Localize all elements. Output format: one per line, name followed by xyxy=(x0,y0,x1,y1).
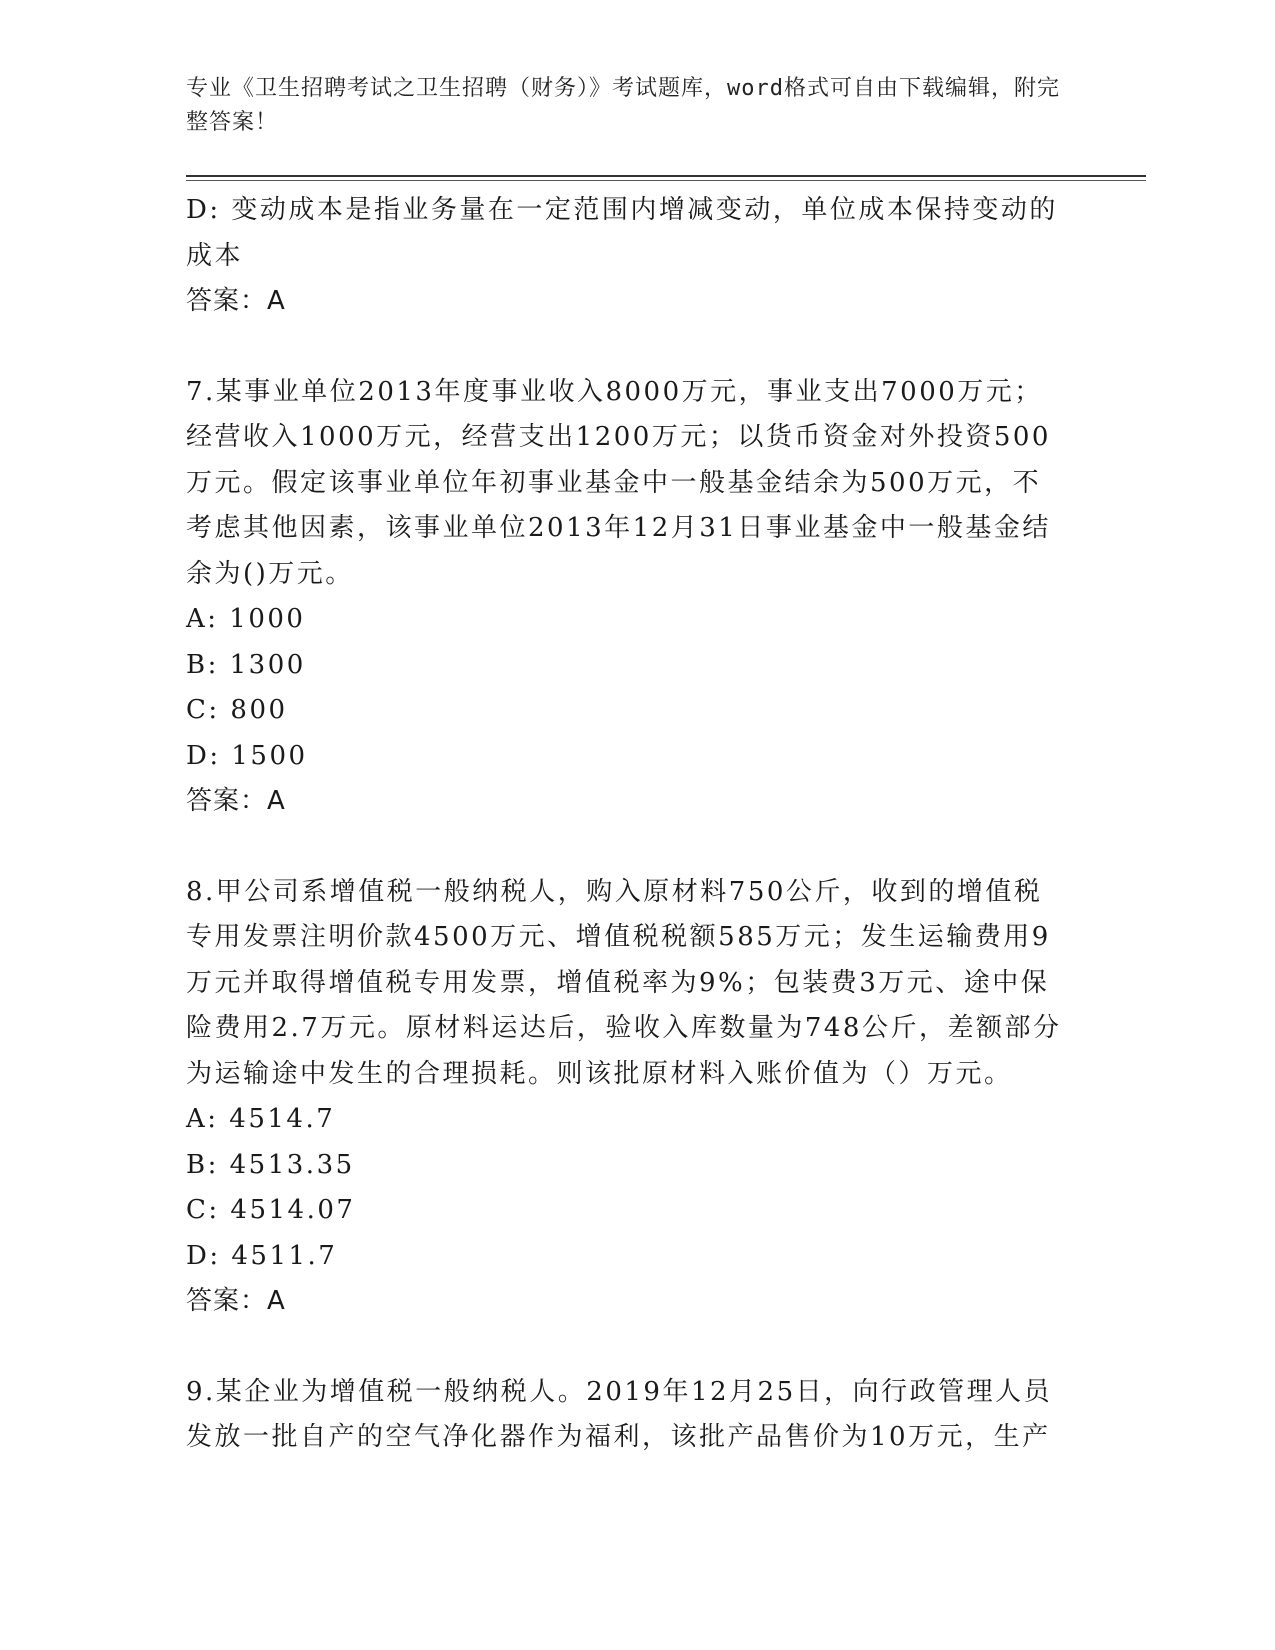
option-a: A: 4514.7 xyxy=(186,1104,336,1134)
question-answer: 答案：A xyxy=(186,786,286,816)
question-8 xyxy=(186,870,1066,1325)
spacer xyxy=(186,325,1066,370)
question-answer: 答案：A xyxy=(186,1286,286,1316)
question-stem: 7.某事业单位2013年度事业收入8000万元，事业支出7000万元；经营收入1000万元，经营支出1200万元；以货币资金对外投资500万元。假定该事业单位年初事业基金中一般基金结余为500万元，不考虑其他因素，该事业单位2013年12月31日事业基金中一般基金结余为()万元。 xyxy=(186,376,1051,589)
header-rule-thin xyxy=(186,180,1146,181)
spacer xyxy=(186,825,1066,870)
option-b: B: 4513.35 xyxy=(186,1149,355,1180)
option-d: D: 1500 xyxy=(186,740,308,771)
option-a: A: 1000 xyxy=(186,604,306,634)
question-stem: 9.某企业为增值税一般纳税人。2019年12月25日，向行政管理人员发放一批自产的空气净化器作为福利，该批产品售价为10万元，生产 xyxy=(186,1376,1053,1452)
spacer xyxy=(186,1325,1066,1370)
question-7 xyxy=(186,370,1066,825)
question-stem: 8.甲公司系增值税一般纳税人，购入原材料750公斤，收到的增值税专用发票注明价款4500万元、增值税税额585万元；发生运输费用9万元并取得增值税专用发票，增值税率为9%；包装费3万元、途中保险费用2.7万元。原材料运达后，验收入库数量为748公斤，差额部分为运输途中发生的合理损耗。则该批原材料入账价值为（）万元。 xyxy=(186,876,1062,1089)
option-d: D: 4511.7 xyxy=(186,1240,338,1271)
question-9 xyxy=(186,1370,1066,1461)
option-c: C: 800 xyxy=(186,695,288,725)
option-b: B: 1300 xyxy=(186,649,306,680)
carryover-answer: 答案：A xyxy=(186,286,286,316)
header-rule-thick xyxy=(186,175,1146,177)
option-c: C: 4514.07 xyxy=(186,1195,356,1225)
carryover-option-d: D: 变动成本是指业务量在一定范围内增减变动，单位成本保持变动的成本 xyxy=(186,195,1058,271)
document-header: 专业《卫生招聘考试之卫生招聘（财务）》考试题库，word格式可自由下载编辑，附完整答案！ xyxy=(186,76,1060,135)
document-body xyxy=(186,188,1066,1461)
